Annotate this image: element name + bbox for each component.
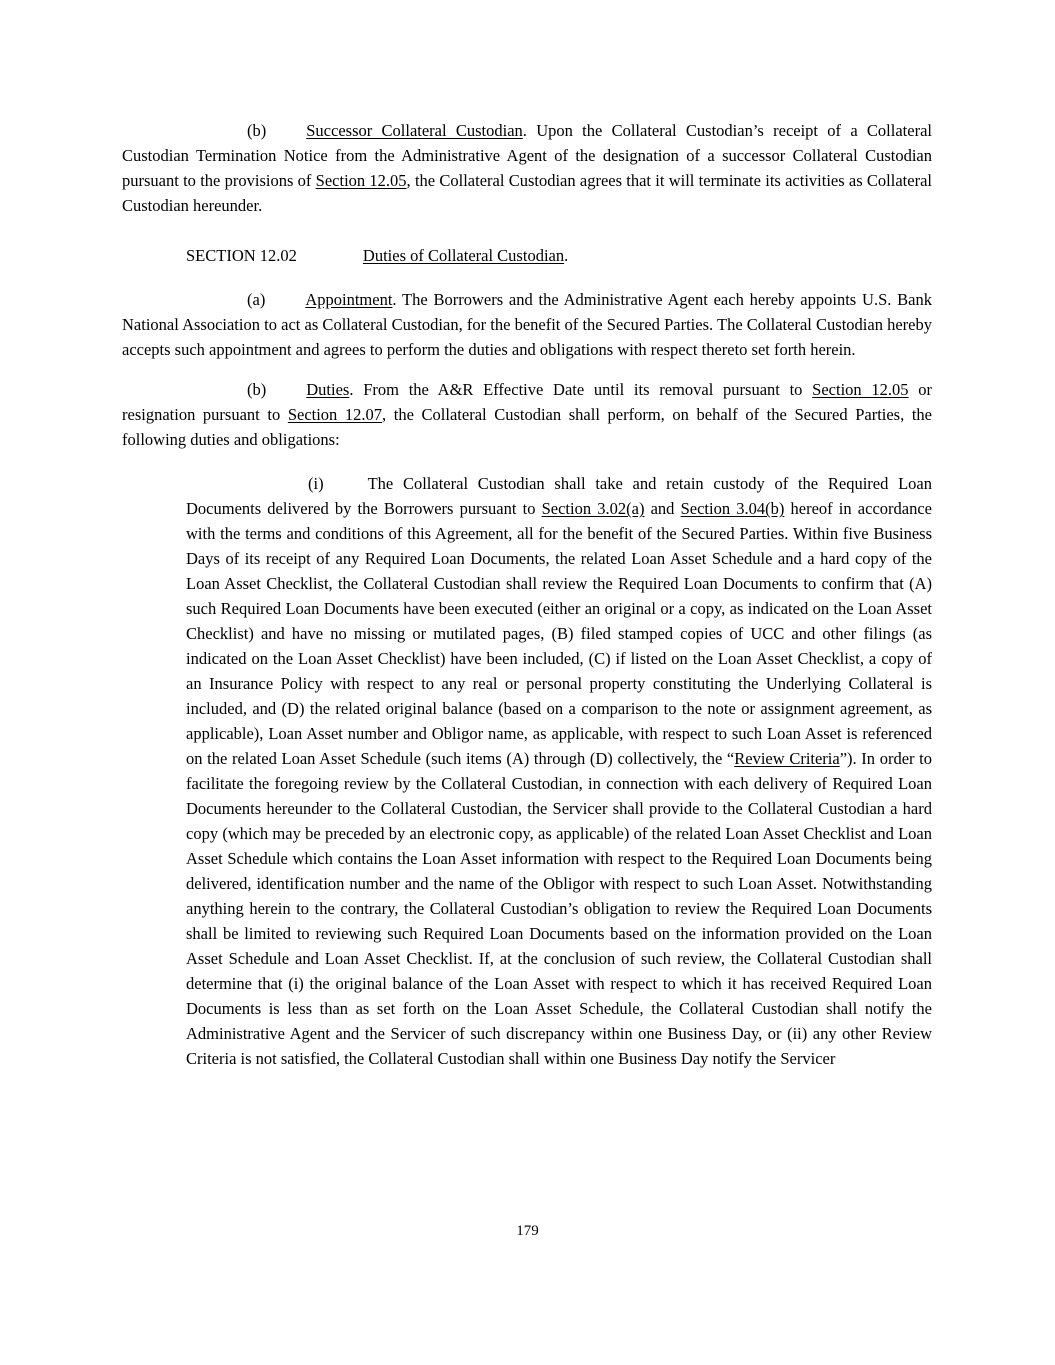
- underlined-reference: Section 12.05: [812, 380, 909, 399]
- text-run: . The Borrowers and the Administrative Agent each hereby appoints U.S. Bank National Association to act as Collateral Custodian, for the benefit of the Secured Parties. The Collateral Custodian hereby accepts such appointment and agrees to perform the duties and obligations with respect thereto set forth herein.: [122, 290, 932, 359]
- text-run: (a): [247, 290, 266, 309]
- text-run: and: [644, 499, 681, 518]
- underlined-reference: Duties: [306, 380, 350, 399]
- text-run: SECTION 12.02: [186, 246, 297, 265]
- text-run: or resignation pursuant to: [122, 380, 933, 424]
- text-run: ”). In order to facilitate the foregoing review by the Collateral Custodian, in connection with each delivery of Required Loan Documents hereunder to the Collateral Custodian, the Servicer shall provide to the Collateral Custodian a hard copy (which may be preceded by an electronic copy, as applicable) of the related Loan Asset Checklist and Loan Asset Schedule which contains the Loan Asset information with respect to the Required Loan Documents being delivered, identification number and the name of the Obligor with respect to such Loan Asset. Notwithstanding anything herein to the contrary, the Collateral Custodian’s obligation to review the Required Loan Documents shall be limited to reviewing such Required Loan Documents based on the information provided on the Loan Asset Schedule and Loan Asset Checklist. If, at the conclusion of such review, the Collateral Custodian shall determine that (i) the original balance of the Loan Asset with respect to which it has received Required Loan Documents is less than as set forth on the Loan Asset Schedule, the Collateral Custodian shall notify the Administrative Agent and the Servicer of such discrepancy within one Business Day, or (ii) any other Review Criteria is not satisfied, the Collateral Custodian shall within one Business Day notify the Servicer: [186, 749, 933, 1068]
- text-run: . From the A&R Effective Date until its removal pursuant to: [349, 380, 813, 399]
- underlined-reference: Duties of Collateral Custodian: [362, 246, 565, 265]
- text-run: hereof in accordance with the terms and conditions of this Agreement, all for the benefit of the Secured Parties. Within five Business Days of its receipt of any Required Loan Documents, the related Loan Asset Schedule and a hard copy of the Loan Asset Checklist, the Collateral Custodian shall review the Required Loan Documents to confirm that (A) such Required Loan Documents have been executed (either an original or a copy, as indicated on the Loan Asset Checklist) and have no missing or mutilated pages, (B) filed stamped copies of UCC and other filings (as indicated on the Loan Asset Checklist) have been included, (C) if listed on the Loan Asset Checklist, a copy of an Insurance Policy with respect to any real or personal property constituting the Underlying Collateral is included, and (D) the related original balance (based on a comparison to the note or assignment agreement, as applicable), Loan Asset number and Obligor name, as applicable, with respect to such Loan Asset is referenced on the related Loan Asset Schedule (such items (A) through (D) collectively, the “: [186, 499, 932, 768]
- underlined-reference: Section 12.07: [287, 405, 383, 424]
- text-run: (b): [247, 121, 267, 140]
- underlined-reference: Successor Collateral Custodian: [306, 121, 523, 140]
- paragraph-successor-collateral-custodian: [122, 118, 932, 218]
- section-heading-12-02: [122, 243, 932, 268]
- paragraph-appointment: [122, 287, 932, 362]
- text-run: (b): [247, 380, 267, 399]
- text-run: .: [564, 246, 569, 265]
- paragraph-clause-i-custody: [186, 471, 932, 1071]
- paragraph-duties: [122, 377, 932, 452]
- underlined-reference: Section 3.02(a): [541, 499, 645, 518]
- text-run: , the Collateral Custodian shall perform, on behalf of the Secured Parties, the following duties and obligations:: [122, 405, 932, 449]
- underlined-reference: Section 3.04(b): [680, 499, 785, 518]
- text-run: (i): [308, 474, 324, 493]
- page-number: 179: [516, 1223, 539, 1239]
- text-run: , the Collateral Custodian agrees that it will terminate its activities as Collateral Custodian hereunder.: [122, 171, 932, 215]
- text-run: The Collateral Custodian shall take and retain custody of the Required Loan Documents delivered by the Borrowers pursuant to: [186, 474, 932, 518]
- text-run: . Upon the Collateral Custodian’s receipt of a Collateral Custodian Termination Notice from the Administrative Agent of the designation of a successor Collateral Custodian pursuant to the provisions of: [122, 121, 932, 190]
- underlined-reference: Review Criteria: [734, 749, 840, 768]
- underlined-reference: Section 12.05: [315, 171, 407, 190]
- underlined-reference: Appointment: [305, 290, 393, 309]
